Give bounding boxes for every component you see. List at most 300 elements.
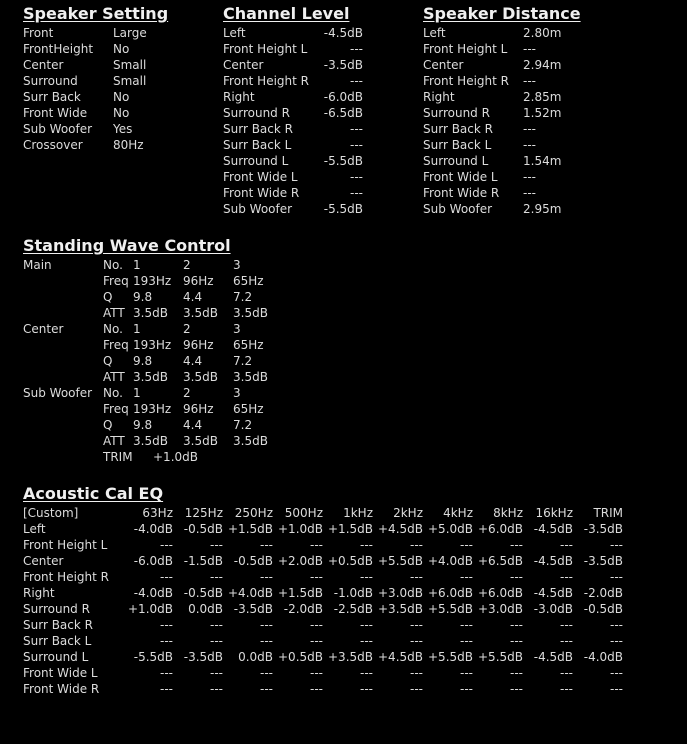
list-item bbox=[23, 41, 203, 57]
cell: +6.0dB bbox=[478, 586, 523, 600]
row-label: Right bbox=[23, 586, 55, 600]
cell: --- bbox=[360, 570, 373, 584]
cell: -4.5dB bbox=[533, 554, 573, 568]
group-label: Center bbox=[23, 322, 64, 336]
distance-label: Center bbox=[423, 58, 464, 72]
cell: 65Hz bbox=[233, 274, 264, 288]
setting-label: Surr Back bbox=[23, 90, 81, 104]
channel-label: Front Wide L bbox=[223, 170, 298, 184]
channel-label: Surround R bbox=[223, 106, 290, 120]
setting-value: No bbox=[113, 90, 130, 104]
row-label: Surround L bbox=[23, 650, 89, 664]
cell: +3.0dB bbox=[478, 602, 523, 616]
distance-value: --- bbox=[523, 122, 536, 136]
cell: +6.0dB bbox=[478, 522, 523, 536]
list-item bbox=[423, 89, 603, 105]
cell: -4.0dB bbox=[133, 586, 173, 600]
row-label: Center bbox=[23, 554, 64, 568]
cell: 1 bbox=[133, 386, 141, 400]
acoustic-eq-title: Acoustic Cal EQ bbox=[23, 484, 164, 503]
channel-value: --- bbox=[350, 170, 363, 184]
cell: --- bbox=[360, 634, 373, 648]
cell: -0.5dB bbox=[233, 554, 273, 568]
channel-label: Center bbox=[223, 58, 264, 72]
cell: --- bbox=[410, 570, 423, 584]
cell: 3.5dB bbox=[133, 306, 168, 320]
cell: 7.2 bbox=[233, 418, 253, 432]
speaker-setting-title: Speaker Setting bbox=[23, 4, 169, 23]
cell: 3.5dB bbox=[233, 306, 268, 320]
channel-label: Sub Woofer bbox=[223, 202, 293, 216]
cell: 3 bbox=[233, 386, 241, 400]
channel-value: -5.5dB bbox=[323, 202, 363, 216]
cell: 96Hz bbox=[183, 274, 214, 288]
distance-value: --- bbox=[523, 138, 536, 152]
distance-label: Front Wide L bbox=[423, 170, 498, 184]
distance-value: --- bbox=[523, 186, 536, 200]
cell: +2.0dB bbox=[278, 554, 323, 568]
cell: --- bbox=[360, 682, 373, 696]
column-header: 2kHz bbox=[393, 506, 423, 520]
cell: +5.5dB bbox=[378, 554, 423, 568]
row-label: Front Height R bbox=[23, 570, 109, 584]
cell: 193Hz bbox=[133, 338, 172, 352]
row-key: Q bbox=[103, 354, 113, 368]
cell: 4.4 bbox=[183, 354, 203, 368]
channel-value: --- bbox=[350, 42, 363, 56]
setting-label: Front Wide bbox=[23, 106, 88, 120]
row-key: ATT bbox=[103, 434, 125, 448]
list-item bbox=[423, 137, 603, 153]
cell: --- bbox=[510, 538, 523, 552]
cell: 96Hz bbox=[183, 338, 214, 352]
table-row bbox=[23, 353, 323, 369]
trim-label: TRIM bbox=[103, 450, 133, 464]
list-item bbox=[423, 169, 603, 185]
cell: --- bbox=[610, 666, 623, 680]
table-row bbox=[23, 257, 323, 273]
column-header: 8kHz bbox=[493, 506, 523, 520]
cell: +6.0dB bbox=[428, 586, 473, 600]
table-row bbox=[23, 617, 643, 633]
cell: 1 bbox=[133, 258, 141, 272]
list-item bbox=[223, 89, 373, 105]
setting-value: 80Hz bbox=[113, 138, 144, 152]
channel-label: Front Wide R bbox=[223, 186, 300, 200]
cell: +3.0dB bbox=[378, 586, 423, 600]
cell: --- bbox=[460, 682, 473, 696]
cell: --- bbox=[210, 538, 223, 552]
list-item bbox=[223, 201, 373, 217]
row-label: Surround R bbox=[23, 602, 90, 616]
channel-value: -4.5dB bbox=[323, 26, 363, 40]
list-item bbox=[23, 137, 203, 153]
column-header: 16kHz bbox=[535, 506, 573, 520]
group-label: Main bbox=[23, 258, 52, 272]
cell: +0.5dB bbox=[278, 650, 323, 664]
cell: --- bbox=[210, 634, 223, 648]
cell: --- bbox=[460, 570, 473, 584]
list-item bbox=[423, 201, 603, 217]
channel-label: Surround L bbox=[223, 154, 289, 168]
cell: 3 bbox=[233, 322, 241, 336]
cell: +1.5dB bbox=[328, 522, 373, 536]
distance-label: Surr Back R bbox=[423, 122, 493, 136]
channel-value: -6.0dB bbox=[323, 90, 363, 104]
cell: 193Hz bbox=[133, 402, 172, 416]
setting-label: Sub Woofer bbox=[23, 122, 93, 136]
cell: 3.5dB bbox=[183, 370, 218, 384]
cell: +1.0dB bbox=[128, 602, 173, 616]
table-row bbox=[23, 417, 323, 433]
cell: 0.0dB bbox=[238, 650, 273, 664]
table-row bbox=[23, 585, 643, 601]
cell: -2.5dB bbox=[333, 602, 373, 616]
setting-label: Surround bbox=[23, 74, 78, 88]
channel-label: Surr Back L bbox=[223, 138, 292, 152]
cell: -3.5dB bbox=[583, 554, 623, 568]
cell: --- bbox=[510, 570, 523, 584]
cell: --- bbox=[160, 618, 173, 632]
cell: -1.0dB bbox=[333, 586, 373, 600]
cell: --- bbox=[560, 618, 573, 632]
list-item bbox=[423, 185, 603, 201]
cell: --- bbox=[310, 618, 323, 632]
cell: --- bbox=[510, 618, 523, 632]
cell: +1.0dB bbox=[278, 522, 323, 536]
table-header bbox=[23, 505, 643, 521]
cell: -4.0dB bbox=[133, 522, 173, 536]
cell: --- bbox=[360, 666, 373, 680]
distance-value: 2.85m bbox=[523, 90, 562, 104]
cell: -2.0dB bbox=[283, 602, 323, 616]
list-item bbox=[223, 73, 373, 89]
acoustic-eq-table bbox=[23, 505, 643, 697]
cell: --- bbox=[210, 570, 223, 584]
cell: --- bbox=[310, 538, 323, 552]
cell: 9.8 bbox=[133, 418, 153, 432]
row-label: Front Height L bbox=[23, 538, 108, 552]
table-row bbox=[23, 665, 643, 681]
row-key: Freq bbox=[103, 338, 129, 352]
cell: --- bbox=[360, 618, 373, 632]
list-item bbox=[223, 25, 373, 41]
table-row bbox=[23, 553, 643, 569]
distance-label: Sub Woofer bbox=[423, 202, 493, 216]
cell: 4.4 bbox=[183, 290, 203, 304]
speaker-distance-title: Speaker Distance bbox=[423, 4, 581, 23]
row-key: ATT bbox=[103, 370, 125, 384]
table-row bbox=[23, 401, 323, 417]
cell: -4.5dB bbox=[533, 650, 573, 664]
table-row bbox=[23, 633, 643, 649]
cell: 65Hz bbox=[233, 338, 264, 352]
channel-label: Right bbox=[223, 90, 255, 104]
cell: --- bbox=[210, 666, 223, 680]
corner-label: [Custom] bbox=[23, 506, 79, 520]
cell: 3.5dB bbox=[133, 370, 168, 384]
list-item bbox=[223, 105, 373, 121]
list-item bbox=[23, 121, 203, 137]
column-header: 125Hz bbox=[184, 506, 223, 520]
table-row bbox=[23, 369, 323, 385]
cell: 7.2 bbox=[233, 290, 253, 304]
row-label: Surr Back R bbox=[23, 618, 93, 632]
cell: --- bbox=[260, 682, 273, 696]
cell: --- bbox=[210, 618, 223, 632]
cell: --- bbox=[560, 634, 573, 648]
speaker-setting-list bbox=[23, 25, 203, 153]
cell: --- bbox=[160, 666, 173, 680]
table-row bbox=[23, 649, 643, 665]
table-row bbox=[23, 521, 643, 537]
cell: --- bbox=[560, 538, 573, 552]
cell: 3.5dB bbox=[183, 306, 218, 320]
cell: --- bbox=[410, 682, 423, 696]
cell: 2 bbox=[183, 386, 191, 400]
cell: 96Hz bbox=[183, 402, 214, 416]
cell: 1 bbox=[133, 322, 141, 336]
cell: -4.0dB bbox=[583, 650, 623, 664]
cell: 2 bbox=[183, 322, 191, 336]
list-item bbox=[223, 137, 373, 153]
setting-value: Yes bbox=[113, 122, 133, 136]
channel-label: Surr Back R bbox=[223, 122, 293, 136]
distance-label: Surr Back L bbox=[423, 138, 492, 152]
cell: 3.5dB bbox=[233, 370, 268, 384]
group-label: Sub Woofer bbox=[23, 386, 93, 400]
list-item bbox=[223, 153, 373, 169]
column-header: 4kHz bbox=[443, 506, 473, 520]
cell: +4.5dB bbox=[378, 650, 423, 664]
channel-value: -3.5dB bbox=[323, 58, 363, 72]
channel-value: -6.5dB bbox=[323, 106, 363, 120]
cell: -5.5dB bbox=[133, 650, 173, 664]
list-item bbox=[223, 169, 373, 185]
row-key: No. bbox=[103, 322, 123, 336]
distance-label: Front Height L bbox=[423, 42, 508, 56]
cell: --- bbox=[260, 666, 273, 680]
cell: 9.8 bbox=[133, 290, 153, 304]
cell: --- bbox=[360, 538, 373, 552]
distance-value: 2.80m bbox=[523, 26, 562, 40]
list-item bbox=[223, 121, 373, 137]
table-row bbox=[23, 449, 323, 465]
table-row bbox=[23, 433, 323, 449]
cell: --- bbox=[560, 570, 573, 584]
setting-value: Large bbox=[113, 26, 147, 40]
channel-value: --- bbox=[350, 122, 363, 136]
list-item bbox=[423, 153, 603, 169]
channel-label: Left bbox=[223, 26, 246, 40]
trim-value: +1.0dB bbox=[153, 450, 198, 464]
cell: --- bbox=[610, 538, 623, 552]
list-item bbox=[223, 41, 373, 57]
column-header: TRIM bbox=[593, 506, 623, 520]
cell: -1.5dB bbox=[183, 554, 223, 568]
cell: --- bbox=[160, 682, 173, 696]
cell: --- bbox=[310, 682, 323, 696]
cell: -3.5dB bbox=[583, 522, 623, 536]
cell: -3.5dB bbox=[233, 602, 273, 616]
channel-value: --- bbox=[350, 186, 363, 200]
channel-value: --- bbox=[350, 138, 363, 152]
cell: --- bbox=[310, 570, 323, 584]
list-item bbox=[423, 73, 603, 89]
table-row bbox=[23, 321, 323, 337]
setting-label: FrontHeight bbox=[23, 42, 94, 56]
table-row bbox=[23, 337, 323, 353]
cell: --- bbox=[610, 618, 623, 632]
cell: --- bbox=[560, 682, 573, 696]
column-header: 250Hz bbox=[234, 506, 273, 520]
cell: -4.5dB bbox=[533, 522, 573, 536]
distance-label: Right bbox=[423, 90, 455, 104]
list-item bbox=[423, 41, 603, 57]
distance-label: Surround L bbox=[423, 154, 489, 168]
list-item bbox=[423, 25, 603, 41]
cell: 9.8 bbox=[133, 354, 153, 368]
list-item bbox=[23, 89, 203, 105]
cell: --- bbox=[310, 634, 323, 648]
distance-value: --- bbox=[523, 170, 536, 184]
cell: +4.0dB bbox=[228, 586, 273, 600]
column-header: 500Hz bbox=[284, 506, 323, 520]
standing-wave-table bbox=[23, 257, 323, 465]
cell: +3.5dB bbox=[378, 602, 423, 616]
table-row bbox=[23, 569, 643, 585]
row-key: Q bbox=[103, 418, 113, 432]
cell: +0.5dB bbox=[328, 554, 373, 568]
cell: -6.0dB bbox=[133, 554, 173, 568]
row-label: Front Wide L bbox=[23, 666, 98, 680]
row-key: Freq bbox=[103, 402, 129, 416]
distance-label: Front Height R bbox=[423, 74, 509, 88]
column-header: 1kHz bbox=[343, 506, 373, 520]
cell: +3.5dB bbox=[328, 650, 373, 664]
distance-value: 1.54m bbox=[523, 154, 562, 168]
cell: -4.5dB bbox=[533, 586, 573, 600]
setting-value: No bbox=[113, 42, 130, 56]
setting-label: Crossover bbox=[23, 138, 83, 152]
list-item bbox=[223, 57, 373, 73]
cell: --- bbox=[310, 666, 323, 680]
cell: --- bbox=[260, 538, 273, 552]
channel-level-title: Channel Level bbox=[223, 4, 350, 23]
cell: 7.2 bbox=[233, 354, 253, 368]
cell: 0.0dB bbox=[188, 602, 223, 616]
cell: --- bbox=[460, 538, 473, 552]
cell: --- bbox=[160, 634, 173, 648]
cell: --- bbox=[460, 666, 473, 680]
cell: --- bbox=[410, 538, 423, 552]
distance-label: Front Wide R bbox=[423, 186, 500, 200]
cell: -0.5dB bbox=[183, 522, 223, 536]
channel-level-list bbox=[223, 25, 373, 217]
cell: 3 bbox=[233, 258, 241, 272]
cell: -3.0dB bbox=[533, 602, 573, 616]
list-item bbox=[223, 185, 373, 201]
cell: 3.5dB bbox=[183, 434, 218, 448]
cell: --- bbox=[160, 570, 173, 584]
distance-value: --- bbox=[523, 74, 536, 88]
distance-value: --- bbox=[523, 42, 536, 56]
list-item bbox=[423, 105, 603, 121]
row-key: ATT bbox=[103, 306, 125, 320]
table-row bbox=[23, 601, 643, 617]
channel-label: Front Height L bbox=[223, 42, 308, 56]
cell: +1.5dB bbox=[278, 586, 323, 600]
distance-value: 1.52m bbox=[523, 106, 562, 120]
table-row bbox=[23, 289, 323, 305]
column-header: 63Hz bbox=[142, 506, 173, 520]
setting-value: Small bbox=[113, 74, 147, 88]
distance-label: Left bbox=[423, 26, 446, 40]
distance-value: 2.94m bbox=[523, 58, 562, 72]
setting-value: Small bbox=[113, 58, 147, 72]
row-label: Left bbox=[23, 522, 46, 536]
cell: --- bbox=[610, 634, 623, 648]
list-item bbox=[23, 25, 203, 41]
list-item bbox=[423, 57, 603, 73]
list-item bbox=[23, 73, 203, 89]
cell: 193Hz bbox=[133, 274, 172, 288]
speaker-distance-list bbox=[423, 25, 603, 217]
list-item bbox=[23, 57, 203, 73]
channel-value: --- bbox=[350, 74, 363, 88]
cell: --- bbox=[410, 618, 423, 632]
standing-wave-title: Standing Wave Control bbox=[23, 236, 231, 255]
cell: +5.5dB bbox=[478, 650, 523, 664]
row-key: Q bbox=[103, 290, 113, 304]
cell: +5.0dB bbox=[428, 522, 473, 536]
cell: +6.5dB bbox=[478, 554, 523, 568]
table-row bbox=[23, 537, 643, 553]
cell: +1.5dB bbox=[228, 522, 273, 536]
table-row bbox=[23, 681, 643, 697]
cell: 3.5dB bbox=[133, 434, 168, 448]
row-label: Surr Back L bbox=[23, 634, 92, 648]
cell: --- bbox=[160, 538, 173, 552]
row-key: Freq bbox=[103, 274, 129, 288]
distance-value: 2.95m bbox=[523, 202, 562, 216]
cell: +4.5dB bbox=[378, 522, 423, 536]
cell: 2 bbox=[183, 258, 191, 272]
cell: --- bbox=[410, 666, 423, 680]
channel-value: -5.5dB bbox=[323, 154, 363, 168]
cell: --- bbox=[460, 634, 473, 648]
cell: --- bbox=[610, 570, 623, 584]
cell: --- bbox=[510, 666, 523, 680]
cell: --- bbox=[260, 634, 273, 648]
cell: +5.5dB bbox=[428, 602, 473, 616]
table-row bbox=[23, 385, 323, 401]
distance-label: Surround R bbox=[423, 106, 490, 120]
cell: --- bbox=[610, 682, 623, 696]
cell: --- bbox=[210, 682, 223, 696]
channel-label: Front Height R bbox=[223, 74, 309, 88]
list-item bbox=[423, 121, 603, 137]
list-item bbox=[23, 105, 203, 121]
cell: +4.0dB bbox=[428, 554, 473, 568]
cell: --- bbox=[510, 682, 523, 696]
cell: --- bbox=[260, 618, 273, 632]
cell: --- bbox=[560, 666, 573, 680]
setting-label: Front bbox=[23, 26, 54, 40]
cell: --- bbox=[460, 618, 473, 632]
table-row bbox=[23, 305, 323, 321]
row-key: No. bbox=[103, 258, 123, 272]
